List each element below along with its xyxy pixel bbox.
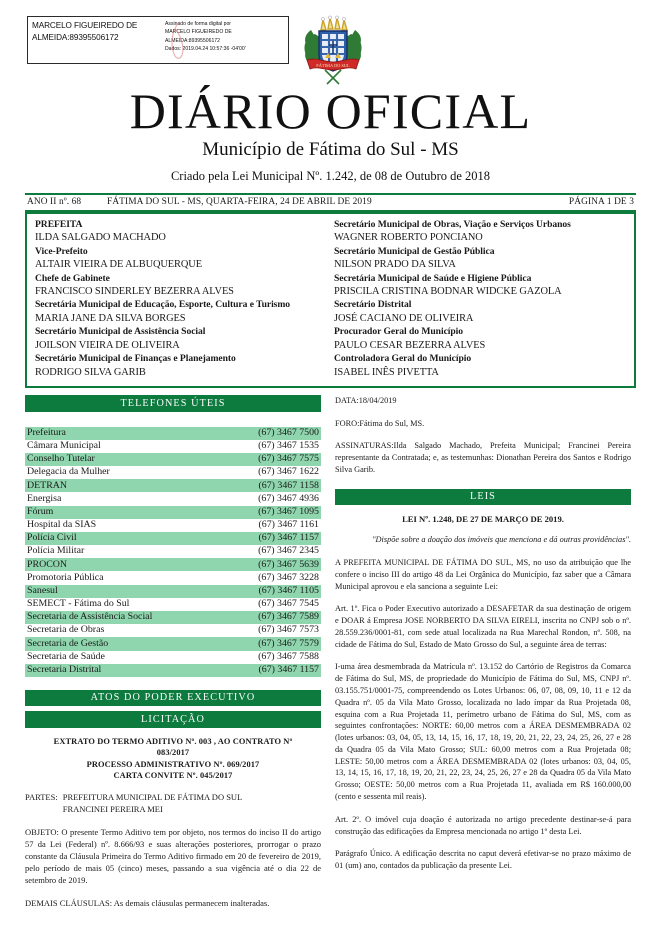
official-role: Procurador Geral do Município	[334, 326, 464, 338]
phone-name: Polícia Civil	[25, 532, 222, 545]
phone-name: PROCON	[25, 558, 222, 571]
phone-name: SEMECT - Fátima do Sul	[27, 598, 130, 610]
phone-name: Secretaria de Gestão	[25, 637, 222, 650]
official-role: PREFEITA	[35, 218, 83, 230]
officials-column-right	[334, 219, 621, 380]
phone-number: (67) 3467 3228	[258, 571, 319, 583]
official-name: MARIA JANE DA SILVA BORGES	[35, 313, 186, 325]
page-title: DIÁRIO OFICIAL	[129, 83, 532, 139]
phone-number: (67) 3467 1105	[222, 585, 321, 598]
official-role: Secretário Municipal de Obras, Viação e Serviços Urbanos	[334, 218, 571, 230]
phone-number: (67) 3467 1095	[222, 506, 321, 519]
phone-number: (67) 3467 1157	[222, 532, 321, 545]
issue-page-number: PÁGINA 1 DE 3	[568, 197, 634, 208]
table-row	[25, 651, 321, 664]
phone-name: Câmara Municipal	[27, 440, 101, 452]
official-name: NILSON PRADO DA SILVA	[334, 259, 456, 271]
phone-number: (67) 3467 7573	[258, 624, 319, 636]
phone-name: Secretaria Distrital	[25, 664, 222, 677]
signature-detail-line-2: MARCELO FIGUEIREDO DE	[165, 29, 232, 36]
extract-title-line-2: 083/2017	[156, 748, 190, 758]
issue-ano: ANO II nº. 68	[27, 197, 82, 208]
signature-signer-name: MARCELO FIGUEIREDO DE ALMEIDA:89395506172	[32, 21, 138, 42]
phone-name: Polícia Militar	[27, 545, 85, 557]
objeto-paragraph: OBJETO: O presente Termo Aditivo tem por objeto, nos termos do inciso II do artigo 57 da Lei (Federal) nº. 8.666/93 e suas alterações posteriores, prorrogar o prazo constante da Cláusula Primeira do Termo Aditivo firmado em 20 de fevereiro de 2019, pelo período de mais 05 (cinco) meses, passando a sua vigência até o dia 22 de setembro de 2019.	[25, 827, 321, 886]
svg-text:FÁTIMA DO SUL: FÁTIMA DO SUL	[316, 63, 350, 68]
right-column	[335, 395, 631, 909]
lei-preamble: A PREFEITA MUNICIPAL DE FÁTIMA DO SUL, MS, no uso da atribuição que lhe confere o inciso III do artigo 48 da Lei Orgânica do Município, faz saber que a Câmara Municipal aprovou e ela sanciona a seguinte Lei:	[335, 557, 631, 591]
table-row	[25, 466, 321, 479]
phone-number: (67) 3467 1622	[258, 466, 319, 478]
table-row	[25, 598, 321, 611]
table-row	[25, 427, 321, 440]
phone-name: Fórum	[25, 506, 222, 519]
extract-title-line-1: EXTRATO DO TERMO ADITIVO Nº. 003 , AO CONTRATO Nº	[53, 736, 293, 746]
official-name: PAULO CESAR BEZERRA ALVES	[334, 339, 486, 351]
signature-detail-line-4: Dados: 2019.04.24 10:57:36 -04'00'	[165, 45, 246, 52]
phones-table-body	[25, 427, 321, 677]
phone-number: (67) 3467 7579	[222, 637, 321, 650]
lei-paragrafo-unico: Parágrafo Único. A edificação descrita no caput deverá efetivar-se no prazo máximo de 01 (um) ano, contados da publicação da presente Lei.	[335, 849, 631, 871]
phone-name: Sanesul	[25, 585, 222, 598]
contract-foro: FORO:Fátima do Sul, MS.	[335, 418, 425, 428]
table-row	[25, 611, 321, 624]
phone-name: DETRAN	[25, 479, 222, 492]
phone-number: (67) 3467 4936	[258, 492, 319, 504]
masthead-subtitle: Município de Fátima do Sul - MS	[202, 139, 459, 160]
table-row	[25, 545, 321, 558]
official-role: Vice-Prefeito	[35, 245, 88, 257]
signature-detail-line-3: ALMEIDA:89395506172	[165, 37, 220, 44]
phone-number: (67) 3467 1161	[258, 519, 319, 531]
phone-number: (67) 3467 1158	[222, 479, 321, 492]
official-role: Secretário Municipal de Gestão Pública	[334, 245, 495, 257]
table-row	[25, 506, 321, 519]
phone-number: (67) 3467 1535	[258, 440, 319, 452]
phone-number: (67) 3467 7545	[258, 598, 319, 610]
lei-inciso-1: I-uma área desmembrada da Matrícula nº. 13.152 do Cartório de Registros da Comarca de Fátima do Sul, MS, de propriedade do Município de Fátima do Sul, MS, CNPJ nº. 03.155.751/0001-75, compreendendo os Lotes Urbanos: 06, 07, 08, 09, 10, 11 e 12 da Quadra nº. 05 da Vila Mato Grosso, localizada no lado ímpar da Rua Projetada 08, esquina com a Rua Projetada 11, perímetro urbano de Fátima do Sul, MS, com as seguintes confrontações: NORTE: 60,00 metros com a ÁREA DESMEMBRADA 02 (lotes urbanos: 03, 04, 05, 13, 14, 15, 16, 17, 18, 19, 20, 21, 22, 23, 24, 25, 26, 27 e 28 da Quadra 05 da Vila Mato Grosso; SUL: 60,00 metros com a Rua Projetada 08; LESTE: 50,00 metros com a ÁREA DESMEMBRADA 02 (lotes urbanos: 03, 04, 05, 13, 14, 15, 16, 17, 18, 19, 20, 21, 22, 23, 24, 25, 26, 27 e 28 da Quadra 05 da Vila Mato Grosso; OESTE: 50,00 metros com a Rua Projetada 11, avaliada em R$ 160.000,00 (cento e sessenta mil reais).	[335, 662, 631, 801]
official-role: Chefe de Gabinete	[35, 272, 110, 284]
phone-number: (67) 3467 7575	[222, 453, 321, 466]
table-row	[25, 492, 321, 505]
official-role: Secretário Distrital	[334, 299, 412, 311]
phone-name: Energisa	[27, 492, 62, 504]
official-name: JOSÉ CACIANO DE OLIVEIRA	[334, 313, 474, 325]
phone-number: (67) 3467 7588	[258, 650, 319, 662]
digital-signature-stamp	[27, 16, 289, 64]
content-columns	[25, 395, 636, 909]
phone-number: (67) 3467 5639	[222, 558, 321, 571]
bidding-header: LICITAÇÃO	[25, 711, 321, 728]
officials-box	[25, 212, 636, 388]
phone-name: Secretaria de Obras	[27, 624, 105, 636]
lei-title: LEI Nº. 1.248, DE 27 DE MARÇO DE 2019.	[402, 514, 564, 525]
phone-number: (67) 3467 2345	[258, 545, 319, 557]
party-line-1: PREFEITURA MUNICIPAL DE FÁTIMA DO SUL	[62, 792, 243, 803]
phone-name: Delegacia da Mulher	[27, 466, 110, 478]
issue-bar	[25, 193, 636, 212]
official-role: Secretário Municipal de Finanças e Planejamento	[35, 353, 236, 365]
table-row	[25, 664, 321, 677]
officials-column-left	[35, 219, 322, 380]
phone-name: Promotoria Pública	[27, 571, 104, 583]
official-role: Secretária Municipal de Saúde e Higiene Pública	[334, 272, 532, 284]
parties-block	[25, 792, 321, 815]
leis-section-header: LEIS	[335, 489, 631, 506]
table-row	[25, 519, 321, 532]
masthead-creation-law: Criado pela Lei Municipal Nº. 1.242, de 08 de Outubro de 2018	[170, 168, 491, 183]
table-row	[25, 453, 321, 466]
table-row	[25, 571, 321, 584]
table-row	[25, 558, 321, 571]
party-line-2: FRANCINEI PEREIRA MEI	[62, 803, 163, 814]
demais-clausulas-paragraph: DEMAIS CLÁUSULAS: As demais cláusulas permanecem inalteradas.	[25, 898, 270, 909]
lei-artigo-1: Art. 1º. Fica o Poder Executivo autorizado a DESAFETAR da sua destinação de origem e DOAR á Empresa JOSE NORBERTO DA SILVA EIRELI, inscrita no CNPJ sob o nº. 28.559.236/0001-81, com sede atual localizada na Rua Marechal Rondon, nº. 508, na cidade de Fátima do Sul, Estado de Mato Grosso do Sul, a seguinte área de terras:	[335, 604, 631, 649]
coat-of-arms-icon	[299, 14, 367, 86]
lei-ementa: "Dispõe sobre a doação dos imóveis que menciona e dá outras providências".	[372, 535, 631, 545]
phone-name: Prefeitura	[25, 427, 222, 440]
phone-number: (67) 3467 7500	[222, 427, 321, 440]
phone-number: (67) 3467 1157	[222, 664, 321, 677]
lei-artigo-2: Art. 2º. O imóvel cuja doação é autorizada no artigo precedente destinar-se-á para construção das edificações da Empresa mencionada no artigo 1º desta Lei.	[335, 814, 631, 836]
parties-body	[63, 792, 243, 815]
phone-number: (67) 3467 7589	[222, 611, 321, 624]
table-row	[25, 637, 321, 650]
official-role: Secretário Municipal de Assistência Social	[35, 326, 206, 338]
extract-title-line-3: PROCESSO ADMINISTRATIVO Nº. 069/2017	[86, 759, 260, 769]
contract-date: DATA:18/04/2019	[335, 396, 397, 406]
phone-name: Hospital da SIAS	[27, 519, 97, 531]
table-row	[25, 624, 321, 637]
signature-details	[162, 17, 288, 63]
issue-place-date: FÁTIMA DO SUL - MS, QUARTA-FEIRA, 24 DE ABRIL DE 2019	[107, 197, 372, 208]
left-column	[25, 395, 321, 909]
official-name: RODRIGO SILVA GARIB	[35, 366, 146, 378]
signature-detail-line-1: Assinado de forma digital por	[165, 21, 231, 27]
official-name: JOILSON VIEIRA DE OLIVEIRA	[35, 339, 180, 351]
table-row	[25, 585, 321, 598]
table-row	[25, 532, 321, 545]
official-name: ILDA SALGADO MACHADO	[35, 232, 166, 244]
phone-name: Conselho Tutelar	[25, 453, 222, 466]
official-name: PRISCILA CRISTINA BODNAR WIDCKE GAZOLA	[334, 286, 562, 298]
signature-swirl-icon	[166, 21, 192, 61]
extract-title-line-4: CARTA CONVITE Nº. 045/2017	[113, 770, 233, 780]
phones-section-header: TELEFONES ÚTEIS	[25, 395, 321, 412]
contract-signatures: ASSINATURAS:Ilda Salgado Machado, Prefeita Municipal; Francinei Pereira representante da Contratada; e, as testemunhas: Dionathan Pereira dos Santos e Rodrigo Silva Garib.	[335, 441, 631, 474]
official-role: Controladora Geral do Município	[334, 353, 472, 365]
table-row	[25, 440, 321, 453]
official-role: Secretária Municipal de Educação, Esporte, Cultura e Turismo	[35, 299, 291, 311]
parties-label: PARTES:	[25, 792, 58, 803]
official-name: FRANCISCO SINDERLEY BEZERRA ALVES	[35, 286, 234, 298]
official-name: ISABEL INÊS PIVETTA	[334, 366, 439, 378]
phone-name: Secretaria de Saúde	[27, 650, 105, 662]
executive-acts-header: ATOS DO PODER EXECUTIVO	[25, 690, 321, 707]
phone-name: Secretaria de Assistência Social	[25, 611, 222, 624]
useful-phones-table	[25, 427, 321, 677]
table-row	[25, 479, 321, 492]
official-name: WAGNER ROBERTO PONCIANO	[334, 232, 483, 244]
official-name: ALTAIR VIEIRA DE ALBUQUERQUE	[35, 259, 202, 271]
